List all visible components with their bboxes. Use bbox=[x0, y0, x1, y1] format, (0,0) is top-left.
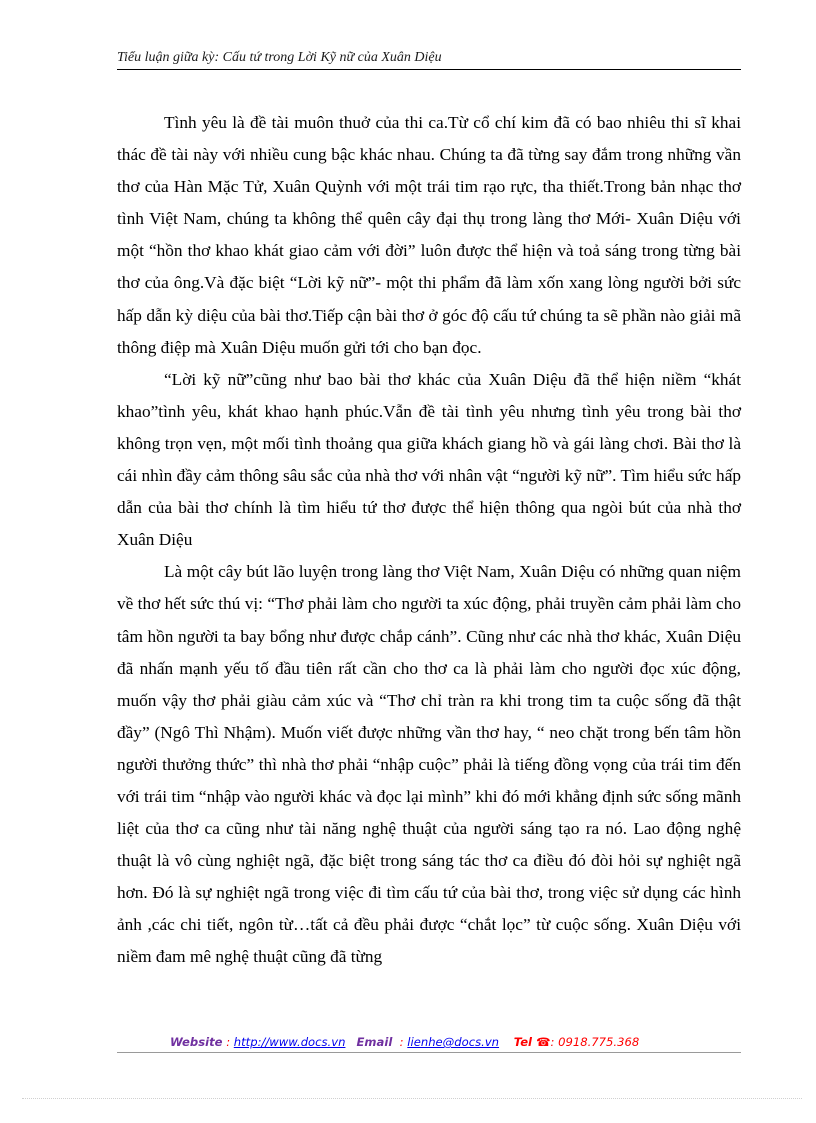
paragraph: “Lời kỹ nữ”cũng như bao bài thơ khác của Xuân Diệu đã thể hiện niềm “khát khao”tình yêu, khát khao hạnh phúc.Vẫn đề tài tình yêu nhưng tình yêu trong bài thơ không trọn vẹn, một mối tình thoảng qua giữa khách giang hồ và gái làng chơi. Bài thơ là cái nhìn đầy cảm thông sâu sắc của nhà thơ với nhân vật “người kỹ nữ”. Tìm hiểu sức hấp dẫn của bài thơ chính là tìm hiểu tứ thơ được thể hiện thông qua ngòi bút của nhà thơ Xuân Diệu bbox=[117, 369, 741, 550]
paragraph: Tình yêu là đề tài muôn thuở của thi ca.Từ cổ chí kim đã có bao nhiêu thi sĩ khai thác đề tài này với nhiều cung bậc khác nhau. Chúng ta đã từng say đắm trong những vần thơ của Hàn Mặc Tử, Xuân Quỳnh với một trái tim rạo rực, tha thiết.Trong bản nhạc thơ tình Việt Nam, chúng ta không thể quên cây đại thụ trong làng thơ Mới- Xuân Diệu với một “hồn thơ khao khát giao cảm với đời” luôn được thể hiện và toả sáng trong từng bài thơ của ông.Và đặc biệt “Lời kỹ nữ”- một thi phẩm đã làm xốn xang lòng người bởi sức hấp dẫn kỳ diệu của bài thơ.Tiếp cận bài thơ ở góc độ cấu tứ chúng ta sẽ phần nào giải mã thông điệp mà Xuân Diệu muốn gửi tới cho bạn đọc. bbox=[117, 113, 741, 357]
footer-contact bbox=[170, 1035, 730, 1051]
website-label: Website bbox=[170, 1035, 223, 1049]
separator: : bbox=[399, 1035, 404, 1049]
body-text bbox=[117, 107, 741, 974]
header-title: Tiểu luận giữa kỳ: Cấu tứ trong Lời Kỹ nữ của Xuân Diệu bbox=[117, 50, 442, 65]
phone-number: 0918.775.368 bbox=[558, 1035, 640, 1049]
separator: : bbox=[226, 1035, 231, 1049]
separator: : bbox=[550, 1035, 555, 1049]
phone-label: Tel ☎ bbox=[513, 1035, 551, 1049]
running-header bbox=[117, 50, 741, 70]
header-rule bbox=[117, 69, 741, 70]
page-bottom-edge bbox=[22, 1098, 802, 1099]
email-link[interactable]: lienhe@docs.vn bbox=[407, 1035, 500, 1049]
email-label: Email bbox=[356, 1035, 393, 1049]
paragraph: Là một cây bút lão luyện trong làng thơ Việt Nam, Xuân Diệu có những quan niệm về thơ hết sức thú vị: “Thơ phải làm cho người ta xúc động, phải truyền cảm phải làm cho tâm hồn người ta bay bổng như được chắp cánh”. Cũng như các nhà thơ khác, Xuân Diệu đã nhấn mạnh yếu tố đầu tiên rất cần cho thơ ca là phải làm cho người đọc xúc động, muốn vậy thơ phải giàu cảm xúc và “Thơ chỉ tràn ra khi trong tim ta cuộc sống đã thật đầy” (Ngô Thì Nhậm). Muốn viết được những vần thơ hay, “ neo chặt trong bến tâm hồn người thưởng thức” thì nhà thơ phải “nhập cuộc” phải là tiếng đồng vọng của trái tim đến với trái tim “nhập vào người khác và đọc lại mình” khi đó mới khẳng định sức sống mãnh liệt của thơ ca cũng như tài năng nghệ thuật của người sáng tạo ra nó. Lao động nghệ thuật là vô cùng nghiệt ngã, đặc biệt trong sáng tác thơ ca điều đó đòi hỏi sự nghiệt ngã hơn. Đó là sự nghiệt ngã trong việc đi tìm cấu tứ của bài thơ, trong việc sử dụng các hình ảnh ,các chi tiết, ngôn từ…tất cả đều phải được “chắt lọc” từ cuộc sống. Xuân Diệu với niềm đam mê nghệ thuật cũng đã từng bbox=[117, 562, 741, 967]
website-link[interactable]: http://www.docs.vn bbox=[233, 1035, 346, 1049]
footer-rule bbox=[117, 1052, 741, 1053]
